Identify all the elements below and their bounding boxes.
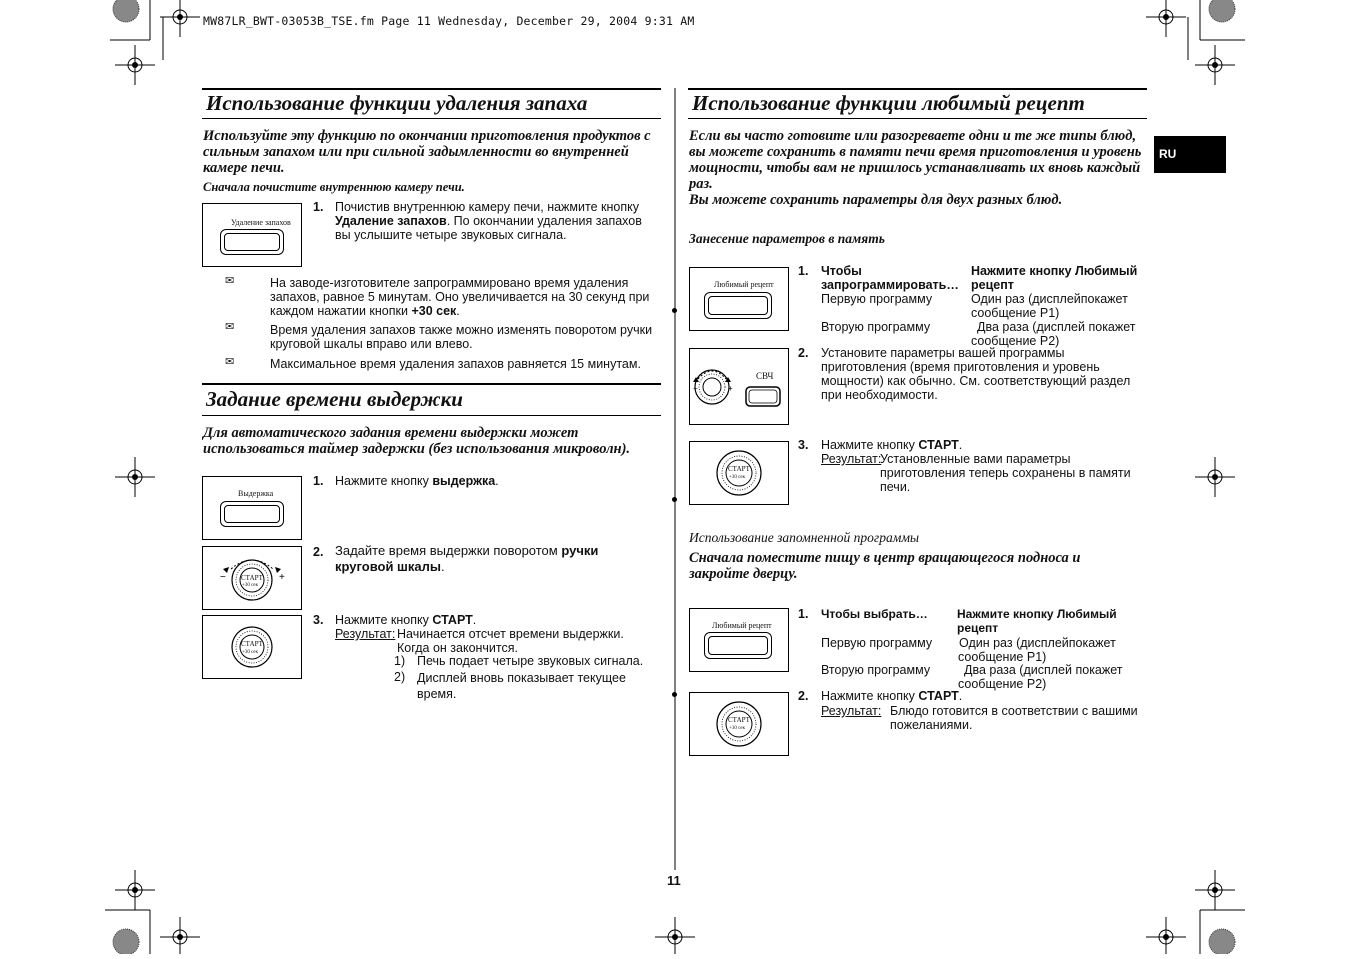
plus30-label: +30 сек xyxy=(729,475,745,480)
section-rule xyxy=(202,88,661,90)
page-number: 11 xyxy=(667,873,681,888)
store-col2-head: Нажмите кнопку Любимый рецепт xyxy=(971,264,1138,292)
note-icon: ✉ xyxy=(225,356,235,368)
plus30-label: +30 сек xyxy=(729,726,745,731)
store-col1-head: Чтобы запрограммировать… xyxy=(821,264,959,292)
deodor-button[interactable] xyxy=(220,229,284,255)
favorite-button-label: Любимый рецепт xyxy=(714,280,774,289)
file-info-header: MW87LR_BWT-03053B_TSE.fm Page 11 Wednesday, December 29, 2004 9:31 AM xyxy=(203,14,695,28)
hold-start-panel xyxy=(202,615,302,679)
step-number: 3. xyxy=(798,438,809,452)
plus30-label: +30 сек xyxy=(242,583,258,588)
svg-text:+: + xyxy=(279,572,285,583)
step-number: 1. xyxy=(313,200,324,214)
use-intro: Сначала поместите пищу в центр вращающегося подноса и закройте дверцу. xyxy=(689,550,1081,582)
use-sub: Использование запомненной программы xyxy=(689,530,920,545)
store-dial-panel xyxy=(689,348,789,425)
dial-and-microwave-graphic[interactable] xyxy=(690,349,788,424)
hold-result-1: Печь подает четыре звуковых сигнала. xyxy=(417,654,644,668)
hold-button[interactable] xyxy=(220,501,284,527)
section-rule xyxy=(688,118,1147,119)
deodor-title: Использование функции удаления запаха xyxy=(206,91,588,115)
svg-text:−: − xyxy=(693,384,698,393)
deodor-intro: Используйте эту функцию по окончании приготовления продуктов с сильным запахом или при сильной задымленности во внутренней камере печи. xyxy=(203,128,651,176)
start-dial-graphic[interactable] xyxy=(690,693,788,755)
start-label: СТАРТ xyxy=(241,640,263,648)
section-rule xyxy=(202,118,661,119)
favorite-title: Использование функции любимый рецепт xyxy=(692,91,1085,115)
margin-bullet xyxy=(672,692,677,697)
step-number: 2. xyxy=(313,545,324,559)
deodor-note-3: Максимальное время удаления запахов равняется 15 минутам. xyxy=(270,357,641,371)
result-label: Результат: xyxy=(335,627,396,641)
svg-text:−: − xyxy=(220,572,226,583)
step-number: 1. xyxy=(798,607,809,621)
note-icon: ✉ xyxy=(225,321,235,333)
store-row1-a: Первую программу xyxy=(821,292,933,306)
language-tab: RU xyxy=(1154,136,1226,173)
hold-step-2: Задайте время выдержки поворотом ручки круговой шкалы. xyxy=(335,543,599,574)
hold-intro: Для автоматического задания времени выдержки может использоваться таймер задержки (без использования микроволн). xyxy=(203,425,631,457)
hold-step-3: Нажмите кнопку СТАРТ. xyxy=(335,613,477,627)
result-label: Результат: xyxy=(821,704,882,718)
store-step-3: Нажмите кнопку СТАРТ. xyxy=(821,438,963,452)
use-col1-head: Чтобы выбрать… xyxy=(821,607,928,621)
store-start-panel xyxy=(689,441,789,505)
store-step-2: Установите параметры вашей программы приготовления (время приготовления и уровень мощности) как обычно. См. соответствующий раздел при необходимости. xyxy=(821,346,1131,402)
deodor-note-2: Время удаления запахов также можно изменять поворотом ручки круговой шкалы вправо или влево. xyxy=(270,323,653,351)
plus30-label: +30 сек xyxy=(242,650,258,655)
hold-button-label: Выдержка xyxy=(238,489,274,498)
use-start-panel xyxy=(689,692,789,756)
section-rule xyxy=(202,415,661,416)
hold-result-2: Дисплей вновь показывает текущее время. xyxy=(417,671,626,701)
deodor-sub: Сначала почистите внутреннюю камеру печи. xyxy=(203,180,465,194)
use-row2-a: Вторую программу xyxy=(821,663,931,677)
deodor-button-label: Удаление запахов xyxy=(231,218,291,227)
use-col2-head: Нажмите кнопку Любимый рецепт xyxy=(957,607,1117,635)
hold-panel xyxy=(202,476,302,540)
store-sub: Занесение параметров в память xyxy=(689,231,885,246)
hold-step-1: Нажмите кнопку выдержка. xyxy=(335,474,499,488)
step-number: 2. xyxy=(798,346,809,360)
store-row2-a: Вторую программу xyxy=(821,320,931,334)
note-icon: ✉ xyxy=(225,275,235,287)
start-label: СТАРТ xyxy=(241,574,263,582)
favorite-intro-2: Вы можете сохранить параметры для двух разных блюд. xyxy=(689,192,1063,208)
start-label: СТАРТ xyxy=(728,716,750,724)
favorite-intro: Если вы часто готовите или разогреваете одни и те же типы блюд, вы можете сохранить в памяти печи время приготовления и уровень мощности, чтобы вам не пришлось устанавливать их вновь каждый раз. xyxy=(689,128,1142,192)
margin-bullet xyxy=(672,308,677,313)
favorite-button-label: Любимый рецепт xyxy=(712,621,772,630)
list-number: 2) xyxy=(394,670,406,684)
use-row1-a: Первую программу xyxy=(821,636,933,650)
use-panel xyxy=(689,608,789,672)
deodor-panel xyxy=(202,203,302,267)
deodor-step: Почистив внутреннюю камеру печи, нажмите кнопку Удаление запахов. По окончании удаления запахов вы услышите четыре звуковых сигнала. xyxy=(335,200,642,242)
margin-bullet xyxy=(672,497,677,502)
list-number: 1) xyxy=(394,654,406,668)
section-rule xyxy=(202,383,661,385)
favorite-button[interactable] xyxy=(704,632,772,659)
step-number: 1. xyxy=(313,474,324,488)
hold-dial-panel xyxy=(202,546,302,610)
result-label: Результат: xyxy=(821,452,882,466)
store-result: Установленные вами параметры приготовления теперь сохранены в памяти печи. xyxy=(880,452,1131,494)
start-label: СТАРТ xyxy=(728,465,750,473)
store-row2-b: Два раза (дисплей покажет сообщение P2) xyxy=(971,320,1136,348)
section-rule xyxy=(688,88,1147,90)
store-panel xyxy=(689,267,789,331)
start-dial-graphic[interactable] xyxy=(690,442,788,504)
store-row1-b: Один раз (дисплейпокажет сообщение P1) xyxy=(971,292,1128,320)
use-row1-b: Один раз (дисплейпокажет сообщение P1) xyxy=(958,636,1116,664)
use-step-2: Нажмите кнопку СТАРТ. xyxy=(821,689,963,703)
favorite-button[interactable] xyxy=(704,292,772,319)
svg-text:+: + xyxy=(728,384,733,393)
step-number: 2. xyxy=(798,689,809,703)
microwave-label: СВЧ xyxy=(756,371,774,381)
use-result: Блюдо готовится в соответствии с вашими пожеланиями. xyxy=(890,704,1138,732)
step-number: 1. xyxy=(798,264,809,278)
hold-title: Задание времени выдержки xyxy=(206,387,463,411)
use-row2-b: Два раза (дисплей покажет сообщение P2) xyxy=(958,663,1123,691)
hold-result: Начинается отсчет времени выдержки. Когда он закончится. xyxy=(397,627,624,655)
step-number: 3. xyxy=(313,613,324,627)
deodor-note-1: На заводе-изготовителе запрограммировано время удаления запахов, равное 5 минутам. Оно увеличивается на 30 секунд при каждом нажатии кнопки +30 сек. xyxy=(270,276,650,318)
